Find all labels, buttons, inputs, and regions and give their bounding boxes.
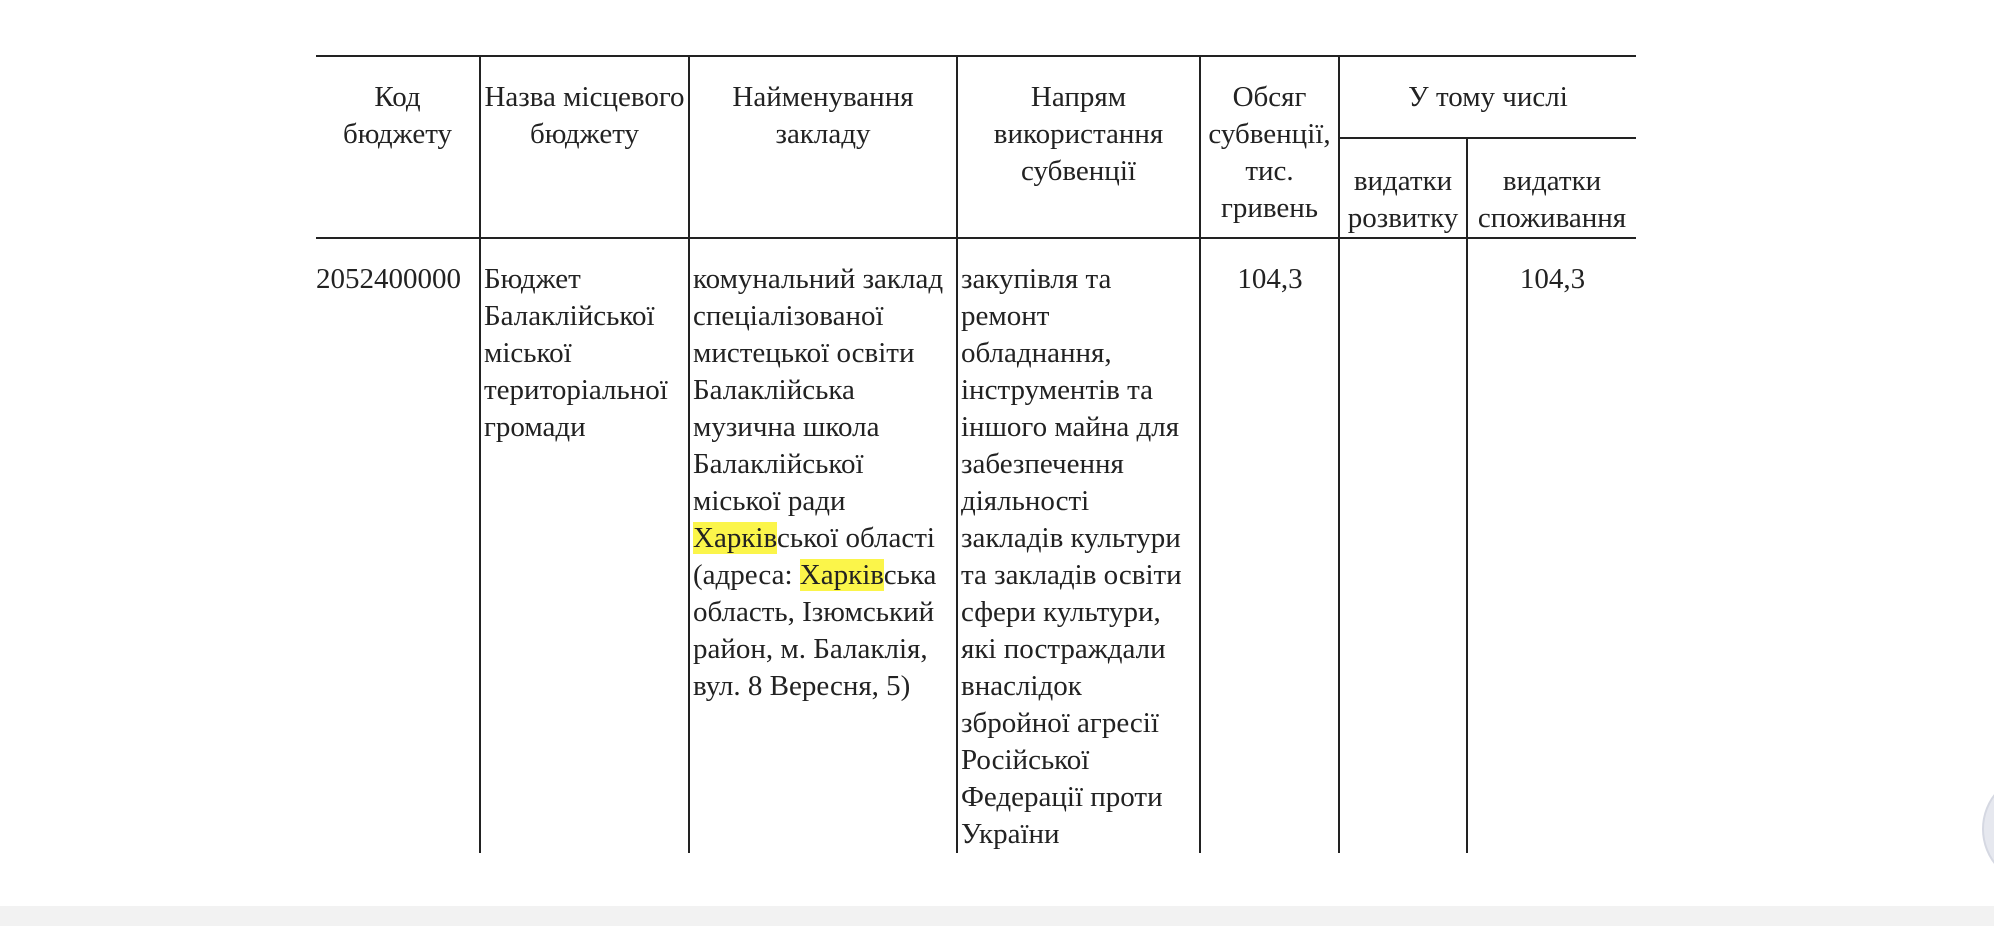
header-development: видатки розвитку [1339, 138, 1467, 238]
search-highlight: Харків [693, 522, 777, 554]
table-header [316, 56, 1636, 238]
subvention-table [316, 55, 1636, 853]
header-consumption: видатки споживання [1467, 138, 1636, 238]
header-budget-code: Код бюджету [316, 56, 480, 238]
cell-consumption: 104,3 [1519, 263, 1586, 295]
cell-institution [689, 238, 957, 853]
institution-text-3: ська область, Ізюмський район, м. Балаклія, вул. 8 Вересня, 5) [693, 559, 937, 702]
floating-action-button[interactable] [1982, 772, 1994, 886]
search-highlight: Харків [799, 559, 884, 591]
institution-text-2: ської області (адреса: [693, 522, 935, 591]
header-institution-name: Найменування закладу [689, 56, 957, 238]
bottom-scroll-area [0, 906, 1994, 926]
institution-text-1: комунальний заклад спеціалізованої мистецької освіти Балаклійська музична школа Балаклійської міської ради [693, 263, 944, 517]
header-including: У тому числі [1339, 56, 1636, 138]
table-row [316, 238, 1636, 853]
header-direction: Напрям використання субвенції [957, 56, 1200, 238]
header-budget-name: Назва місцевого бюджету [480, 56, 689, 238]
cell-volume: 104,3 [1200, 238, 1339, 853]
cell-development [1339, 238, 1467, 853]
header-volume: Обсяг субвенції, тис. гривень [1200, 56, 1339, 238]
cell-budget-code: 2052400000 [316, 238, 480, 853]
cell-budget-name: Бюджет Балаклійської міської територіальної громади [480, 238, 689, 853]
cell-direction: закупівля та ремонт обладнання, інструментів та іншого майна для забезпечення діяльності закладів культури та закладів освіти сфери культури, які постраждали внаслідок збройної агресії Російської Федерації проти України [957, 238, 1200, 853]
